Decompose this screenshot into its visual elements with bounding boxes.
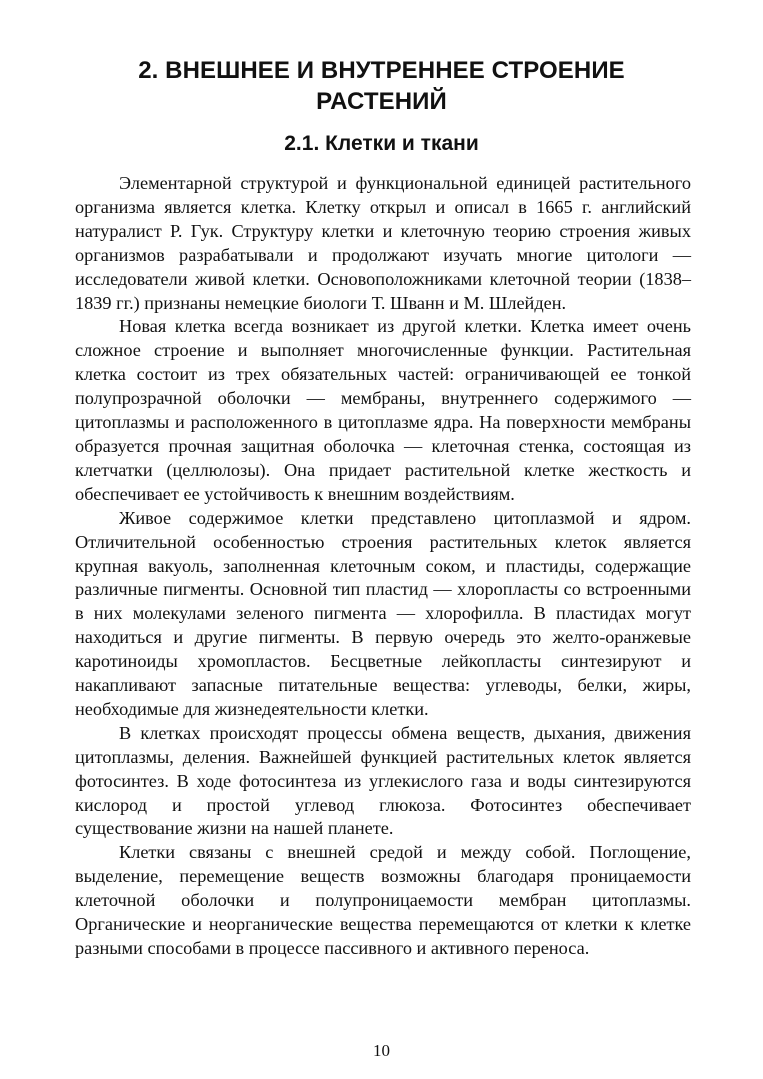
body-text bbox=[75, 172, 691, 961]
paragraph-1: Элементарной структурой и функциональной единицей растительного организма является клетка. Клетку открыл и описал в 1665 г. английский натуралист Р. Гук. Структуру клетки и клеточную теорию строения живых организмов разрабатывали и продолжают изучать многие цитологи — исследователи живой клетки. Основоположниками клеточной теории (1838–1839 гг.) признаны немецкие биологи Т. Шванн и М. Шлейден. bbox=[75, 173, 691, 313]
section-title: 2.1. Клетки и ткани bbox=[284, 132, 479, 155]
chapter-title-line-2: РАСТЕНИЙ bbox=[316, 88, 447, 115]
page-number: 10 bbox=[373, 1041, 390, 1060]
paragraph-2: Новая клетка всегда возникает из другой клетки. Клетка имеет очень сложное строение и выполняет многочисленные функции. Растительная клетка состоит из трех обязательных частей: ограничивающей ее тонкой полупрозрачной оболочки — мембраны, внутреннего содержимого — цитоплазмы и расположенного в цитоплазме ядра. На поверхности мембраны образуется прочная защитная оболочка — клеточная стенка, состоящая из клетчатки (целлюлозы). Она придает растительной клетке жесткость и обеспечивает ее устойчивость к внешним воздействиям. bbox=[75, 316, 691, 504]
chapter-title bbox=[60, 55, 703, 117]
chapter-title-line-1: 2. ВНЕШНЕЕ И ВНУТРЕННЕЕ СТРОЕНИЕ bbox=[138, 57, 625, 84]
paragraph-4: В клетках происходят процессы обмена веществ, дыхания, движения цитоплазмы, деления. Важнейшей функцией растительных клеток является фотосинтез. В ходе фотосинтеза из углекислого газа и воды синтезируются кислород и простой углевод глюкоза. Фотосинтез обеспечивает существование жизни на нашей планете. bbox=[75, 722, 691, 839]
paragraph-5: Клетки связаны с внешней средой и между собой. Поглощение, выделение, перемещение веществ возможны благодаря проницаемости клеточной оболочки и полупроницаемости мембран цитоплазмы. Органические и неорганические вещества перемещаются от клетки к клетке разными способами в процессе пассивного и активного переноса. bbox=[75, 842, 691, 958]
paragraph-3: Живое содержимое клетки представлено цитоплазмой и ядром. Отличительной особенностью строения растительных клеток является крупная вакуоль, заполненная клеточным соком, и пластиды, содержащие различные пигменты. Основной тип пластид — хлоропласты со встроенными в них молекулами зеленого пигмента — хлорофилла. В пластидах могут находиться и другие пигменты. В первую очередь это желто-оранжевые каротиноиды хромопластов. Бесцветные лейкопласты синтезируют и накапливают запасные питательные вещества: углеводы, белки, жиры, необходимые для жизнедеятельности клетки. bbox=[75, 507, 691, 719]
